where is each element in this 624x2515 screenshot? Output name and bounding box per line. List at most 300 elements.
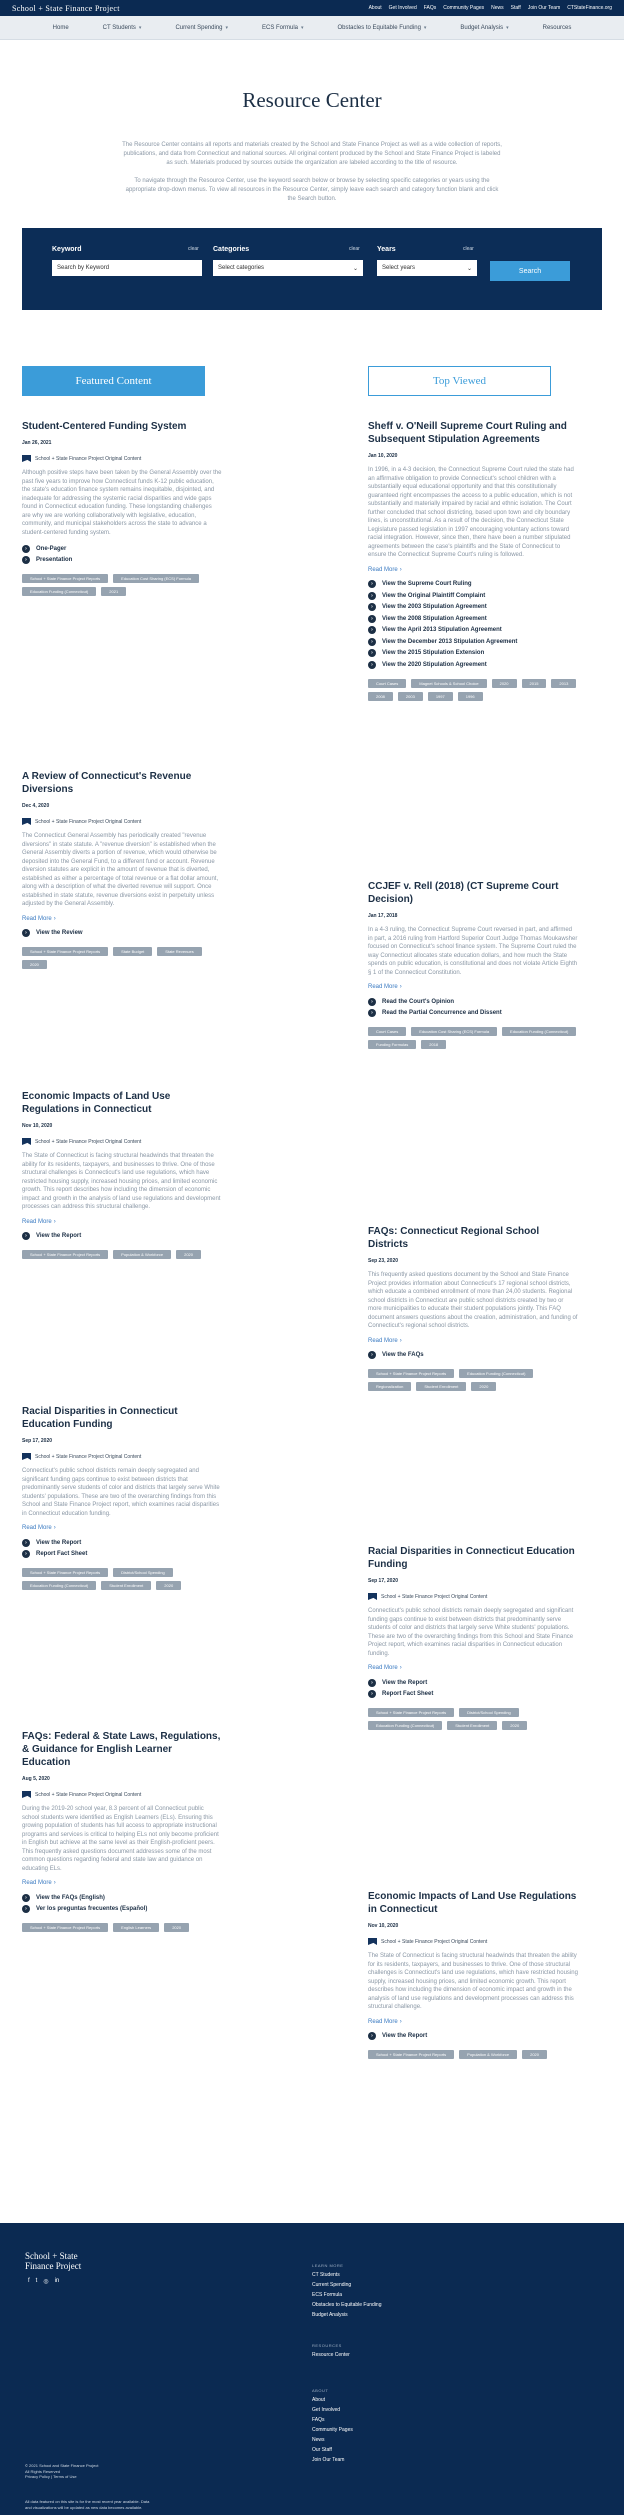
link-label: View the Report	[36, 1539, 82, 1546]
arrow-icon: ›	[368, 1351, 376, 1359]
arrow-icon: ›	[368, 2032, 376, 2040]
resource-link[interactable]	[22, 1892, 222, 1904]
tag[interactable]: 2020	[471, 1382, 496, 1391]
link-label: View the April 2013 Stipulation Agreement	[382, 627, 502, 634]
resource-link[interactable]	[368, 636, 578, 648]
resource-card	[368, 880, 578, 1049]
tag[interactable]: Education Cost Sharing (ECS) Formula	[113, 574, 199, 583]
read-more-link[interactable]	[22, 916, 222, 922]
card-title[interactable]: Economic Impacts of Land Use Regulations in Connecticut	[368, 1891, 577, 1915]
tag[interactable]: Magnet Schools & School Choice	[411, 679, 486, 688]
footer-link[interactable]: Budget Analysis	[312, 2312, 348, 2318]
tag[interactable]: Education Funding (Connecticut)	[502, 1027, 576, 1036]
card-links	[22, 1537, 222, 1560]
resource-link[interactable]	[368, 579, 578, 591]
tag[interactable]: 2020	[522, 2050, 547, 2059]
footer-link[interactable]: FAQs	[312, 2417, 325, 2423]
chevron-down-icon: ▾	[506, 24, 509, 31]
arrow-icon: ›	[368, 615, 376, 623]
nav-label: ECS Formula	[261, 24, 298, 31]
tag[interactable]: School + State Finance Project Reports	[368, 1708, 454, 1717]
link-label: View the 2003 Stipulation Agreement	[382, 604, 487, 611]
footer-link[interactable]: News	[312, 2437, 325, 2443]
link-label: Report Fact Sheet	[36, 1551, 88, 1558]
tag[interactable]: 2003	[398, 692, 423, 701]
footer-brand-line: Finance Project	[25, 2261, 82, 2271]
categories-value: Select categories	[218, 265, 265, 271]
flag-icon	[368, 1593, 377, 1600]
card-title[interactable]: Racial Disparities in Connecticut Education Funding	[368, 1546, 575, 1570]
source-label: School + State Finance Project Original Content	[381, 1593, 488, 1600]
footer-heading: RESOURCES	[312, 2343, 342, 2348]
top-link[interactable]: FAQs	[423, 5, 437, 11]
nav-label: Budget Analysis	[460, 24, 504, 31]
tag[interactable]: District/School Spending	[459, 1708, 519, 1717]
featured-heading: Featured Content	[22, 366, 205, 396]
tag[interactable]: 2008	[368, 692, 393, 701]
card-description: In a 4-3 ruling, the Connecticut Supreme Court reversed in part, and affirmed in part, a 2016 ruling from Hartford Superior Court Judge Thomas Moukawsher focused on Connecticut's school finance system. The Supreme Court ruled the way Connecticut allocates state education dollars, and how much the State spends on public education, is constitutional and does not violate Article Eighth § 1 of the Connecticut Constitution.	[368, 927, 578, 976]
card-links	[22, 1892, 222, 1915]
link-label: View the Original Plaintiff Complaint	[382, 592, 486, 599]
resource-link[interactable]	[368, 613, 578, 625]
card-date: Jan 26, 2021	[22, 440, 52, 446]
chevron-right-icon: ›	[53, 1525, 56, 1531]
footer-link[interactable]: Current Spending	[312, 2282, 352, 2288]
arrow-icon: ›	[22, 545, 30, 553]
card-source	[22, 1453, 222, 1460]
read-more-link[interactable]	[22, 1525, 222, 1531]
years-value: Select years	[382, 265, 416, 271]
footer-link[interactable]: Community Pages	[312, 2427, 353, 2433]
tag[interactable]: State Budget	[113, 947, 152, 956]
resource-link[interactable]	[368, 1677, 578, 1689]
tag[interactable]: English Learners	[113, 1923, 159, 1932]
tag[interactable]: Education Funding (Connecticut)	[459, 1369, 533, 1378]
arrow-icon: ›	[368, 1690, 376, 1698]
card-description: The State of Connecticut is facing structural headwinds that threaten the ability for its residents, taxpayers, and businesses to thrive. One of those structural challenges is Connecticut's land use regulations, which have restricted housing supply, increased housing prices, and limited economic growth. This report describes how including the dimension of economic impact and growth in the analysis of land use regulations and development processes can address this structural challenge.	[368, 1953, 578, 2010]
card-tags	[368, 679, 578, 701]
top-link[interactable]: News	[491, 5, 504, 11]
card-tags	[22, 1923, 222, 1932]
nav-label: Current Spending	[175, 24, 223, 31]
arrow-icon: ›	[368, 649, 376, 657]
link-label: Presentation	[36, 557, 73, 564]
card-description: During the 2019-20 school year, 8.3 percent of all Connecticut public school students were identified as English Learners (ELs). Ensuring this growing population of students has full access to appropriate instructional programs and services is critical to helping ELs not only become proficient in English but achieve at the same level as their English-proficient peers. This frequently asked questions document addresses some of the most common questions regarding federal and state law and guidance on educating ELs.	[22, 1806, 219, 1872]
card-date: Nov 10, 2020	[368, 1923, 399, 1929]
link-label: View the 2015 Stipulation Extension	[382, 650, 485, 657]
years-field	[377, 246, 477, 272]
resource-link[interactable]	[22, 1231, 222, 1243]
resource-link[interactable]	[368, 625, 578, 637]
card-description: Connecticut's public school districts remain deeply segregated and significant funding gaps continue to exist between districts that predominantly serve students of color and districts that largely serve White students' populations. These are two of the overarching findings from this School and State Finance Project report, which examines racial disparities in Connecticut education funding.	[368, 1608, 574, 1657]
card-date: Nov 10, 2020	[22, 1123, 53, 1129]
arrow-icon: ›	[368, 1679, 376, 1687]
read-more-link[interactable]	[368, 2019, 578, 2025]
categories-label: Categories	[213, 246, 250, 253]
clear-categories-link[interactable]: clear	[349, 246, 360, 252]
copyright-line: © 2021 School and State Finance Project	[25, 2463, 99, 2468]
read-more-link[interactable]	[22, 1219, 222, 1225]
tag[interactable]: 1997	[428, 692, 453, 701]
top-viewed-heading: Top Viewed	[368, 366, 551, 396]
read-more-label: Read More	[368, 1337, 398, 1344]
link-label: View the Review	[36, 930, 83, 937]
arrow-icon: ›	[22, 1539, 30, 1547]
chevron-right-icon: ›	[53, 1218, 56, 1225]
tag[interactable]: 2020	[164, 1923, 189, 1932]
categories-field	[213, 246, 363, 272]
card-description: The State of Connecticut is facing structural headwinds that threaten the ability for its residents, taxpayers, and businesses to thrive. One of those structural challenges is Connecticut's land use regulations, which have restricted housing supply, increased housing prices, and limited economic growth. This report describes how including the dimension of economic impact and growth in the analysis of land use regulations and development processes can address this structural challenge.	[22, 1153, 221, 1210]
keyword-field	[52, 246, 202, 271]
footer-link[interactable]: CT Students	[312, 2272, 340, 2278]
tag[interactable]: Funding Formulas	[368, 1040, 416, 1049]
tag[interactable]: 2020	[156, 1581, 181, 1590]
tag[interactable]: 2021	[101, 587, 126, 596]
card-title[interactable]: Racial Disparities in Connecticut Education Funding	[22, 1406, 178, 1430]
card-description: Although positive steps have been taken by the General Assembly over the past five years to improve how Connecticut funds K-12 public education, the state's education finance system remains inequitable, disjointed, and inadequate for addressing the systemic racial disparities and wide gaps found in Connecticut education funding. These longstanding challenges are why we are working collaboratively with legislative, education, community, and municipal stakeholders across the state to advance a student-centered funding system.	[22, 470, 222, 536]
card-description: This frequently asked questions document by the School and State Finance Project provides information about Connecticut's 17 regional school districts, which educate a combined enrollment of more than 24,00 students. Regional school districts in Connecticut are public school districts created by two or more municipalities to educate their student populations jointly. This FAQ document answers questions about the creation, administration, and funding of Connecticut's regional school districts.	[368, 1272, 578, 1329]
tag[interactable]: Student Enrollment	[416, 1382, 466, 1391]
arrow-icon: ›	[368, 638, 376, 646]
footer-brand-line: School + State	[25, 2251, 78, 2261]
policy-links[interactable]: Privacy Policy | Terms of Use	[25, 2474, 77, 2479]
read-more-label: Read More	[22, 1880, 52, 1886]
chevron-right-icon: ›	[53, 1880, 56, 1886]
link-label: View the FAQs	[382, 1352, 424, 1359]
link-label: View the Report	[382, 1679, 428, 1686]
resource-link[interactable]	[22, 555, 222, 567]
nav-label: CT Students	[102, 24, 136, 31]
tag[interactable]: Court Cases	[368, 679, 406, 688]
nav-item-current-spending[interactable]	[175, 25, 228, 31]
tag[interactable]: 2018	[421, 1040, 446, 1049]
tag[interactable]: 2020	[502, 1721, 527, 1730]
tag[interactable]: District/School Spending	[113, 1568, 173, 1577]
nav-item-resources[interactable]	[543, 25, 572, 31]
tag[interactable]: School + State Finance Project Reports	[368, 1369, 454, 1378]
card-date: Jan 17, 2018	[368, 913, 398, 919]
tag[interactable]: 2020	[22, 960, 47, 969]
card-source	[368, 1938, 578, 1945]
resource-link[interactable]	[22, 1904, 222, 1916]
flag-icon	[368, 1938, 377, 1945]
intro-text	[122, 141, 502, 204]
source-label: School + State Finance Project Original Content	[381, 1938, 488, 1945]
arrow-icon: ›	[368, 592, 376, 600]
resource-link[interactable]	[368, 602, 578, 614]
arrow-icon: ›	[368, 580, 376, 588]
footer	[0, 2223, 624, 2515]
footer-heading: ABOUT	[312, 2388, 329, 2393]
chevron-down-icon: ⌄	[466, 265, 472, 272]
tag[interactable]: Population & Workforce	[113, 1250, 171, 1259]
read-more-label: Read More	[368, 2018, 398, 2025]
card-date: Aug 5, 2020	[22, 1776, 50, 1782]
top-link[interactable]: Community Pages	[443, 5, 485, 11]
tag[interactable]: School + State Finance Project Reports	[22, 1568, 108, 1577]
link-label: Report Fact Sheet	[382, 1691, 434, 1698]
top-link[interactable]: CTStateFinance.org	[567, 5, 612, 11]
tag[interactable]: 1996	[458, 692, 483, 701]
keyword-input[interactable]: Search by Keyword	[52, 260, 202, 276]
footer-link[interactable]: Obstacles to Equitable Funding	[312, 2302, 382, 2308]
footer-link[interactable]: ECS Formula	[312, 2292, 343, 2298]
categories-select[interactable]	[213, 260, 363, 276]
card-title[interactable]: FAQs: Connecticut Regional School Districts	[368, 1226, 540, 1250]
link-label: View the FAQs (English)	[36, 1894, 105, 1901]
tag[interactable]: School + State Finance Project Reports	[368, 2050, 454, 2059]
link-label: Read the Partial Concurrence and Dissent	[382, 1010, 502, 1017]
top-link[interactable]: Join Our Team	[527, 5, 561, 11]
resource-link[interactable]	[368, 1008, 578, 1020]
top-links	[369, 5, 612, 11]
chevron-down-icon: ▾	[423, 24, 427, 31]
card-tags	[368, 2050, 578, 2059]
card-source	[22, 455, 222, 462]
card-date: Sep 17, 2020	[22, 1438, 53, 1444]
arrow-icon: ›	[368, 1009, 376, 1017]
source-label: School + State Finance Project Original Content	[35, 1791, 142, 1798]
link-label: View the 2008 Stipulation Agreement	[382, 615, 487, 622]
link-label: One-Pager	[36, 545, 67, 552]
arrow-icon: ›	[368, 998, 376, 1006]
footer-logo[interactable]	[25, 2251, 81, 2271]
arrow-icon: ›	[368, 626, 376, 634]
card-tags	[368, 1369, 578, 1391]
arrow-icon: ›	[22, 929, 30, 937]
tag[interactable]: Education Funding (Connecticut)	[22, 587, 96, 596]
card-tags	[22, 1568, 222, 1590]
read-more-link[interactable]	[368, 984, 578, 990]
link-label: View the Report	[382, 2033, 428, 2040]
resource-link[interactable]	[368, 659, 578, 671]
tag[interactable]: School + State Finance Project Reports	[22, 1250, 108, 1259]
card-title[interactable]: Sheff v. O'Neill Supreme Court Ruling and Subsequent Stipulation Agreements	[368, 421, 567, 445]
chevron-down-icon: ▾	[301, 24, 304, 31]
resource-link[interactable]	[368, 1350, 578, 1362]
arrow-icon: ›	[22, 1894, 30, 1902]
chevron-down-icon: ▾	[138, 24, 142, 31]
link-label: View the Supreme Court Ruling	[382, 581, 472, 588]
card-title[interactable]: Student-Centered Funding System	[22, 421, 187, 432]
tag[interactable]: Regionalization	[368, 1382, 411, 1391]
top-link[interactable]: Get Involved	[388, 5, 417, 11]
resource-link[interactable]	[368, 2031, 578, 2043]
nav-item-obstacles[interactable]	[338, 25, 427, 31]
tag[interactable]: Education Funding (Connecticut)	[22, 1581, 96, 1590]
card-links	[22, 543, 222, 566]
resource-link[interactable]	[22, 1537, 222, 1549]
arrow-icon: ›	[22, 1550, 30, 1558]
tag[interactable]: Court Cases	[368, 1027, 406, 1036]
card-links	[368, 996, 578, 1019]
flag-icon	[22, 1791, 31, 1798]
facebook-icon[interactable]: f	[28, 2278, 30, 2284]
top-bar	[0, 0, 624, 16]
search-button[interactable]: Search	[490, 261, 570, 281]
tag[interactable]: Population & Workforce	[459, 2050, 517, 2059]
tag[interactable]: 2013	[551, 679, 576, 688]
resource-card	[368, 1890, 578, 2059]
resource-link[interactable]	[368, 1689, 578, 1701]
resource-link[interactable]	[22, 1549, 222, 1561]
card-title[interactable]: CCJEF v. Rell (2018) (CT Supreme Court Decision)	[368, 881, 559, 905]
resource-card	[22, 1090, 222, 1259]
tag[interactable]: 2020	[176, 1250, 201, 1259]
resource-link[interactable]	[22, 928, 222, 940]
arrow-icon: ›	[22, 1905, 30, 1913]
chevron-right-icon: ›	[53, 915, 56, 922]
instagram-icon[interactable]: ◎	[43, 2279, 49, 2285]
tag[interactable]: Student Enrollment	[447, 1721, 497, 1730]
tag[interactable]: Education Funding (Connecticut)	[368, 1721, 442, 1730]
read-more-label: Read More	[368, 1665, 398, 1671]
card-description: Connecticut's public school districts remain deeply segregated and significant funding gaps continue to exist between districts that predominantly serve students of color and districts that largely serve White students' populations. These are two of the overarching findings from this School and State Finance Project report, which examines racial disparities in Connecticut education funding.	[22, 1468, 220, 1517]
card-tags	[22, 1250, 222, 1259]
arrow-icon: ›	[368, 661, 376, 669]
read-more-link[interactable]	[368, 1665, 578, 1671]
brand-logo[interactable]: School + State Finance Project	[12, 3, 120, 13]
flag-icon	[22, 818, 31, 825]
resource-card	[368, 420, 578, 701]
chevron-right-icon: ›	[399, 984, 402, 990]
card-title[interactable]: FAQs: Federal & State Laws, Regulations, & Guidance for English Learner Education	[22, 1731, 221, 1768]
footer-link[interactable]: Resource Center	[312, 2352, 350, 2358]
years-select[interactable]	[377, 260, 477, 276]
footer-link[interactable]: About	[312, 2397, 326, 2403]
resource-link[interactable]	[368, 996, 578, 1008]
resource-card	[22, 420, 222, 596]
tag[interactable]: School + State Finance Project Reports	[22, 1923, 108, 1932]
chevron-right-icon: ›	[399, 2018, 402, 2025]
link-label: View the 2020 Stipulation Agreement	[382, 661, 487, 668]
chevron-down-icon: ⌄	[352, 265, 358, 272]
data-disclaimer: All data featured on this site is for the most recent year available. Data and visualizations will be updated as new data becomes available.	[25, 2499, 150, 2510]
social-links	[28, 2278, 59, 2285]
clear-years-link[interactable]: clear	[463, 246, 474, 252]
clear-keyword-link[interactable]: clear	[188, 246, 199, 252]
read-more-label: Read More	[22, 915, 52, 922]
link-label: Read the Court's Opinion	[382, 998, 455, 1005]
arrow-icon: ›	[22, 1232, 30, 1240]
nav-item-home[interactable]	[53, 25, 69, 31]
resource-link[interactable]	[368, 648, 578, 660]
read-more-link[interactable]	[368, 1338, 578, 1344]
card-tags	[22, 947, 222, 969]
tag[interactable]: 2020	[492, 679, 517, 688]
card-links	[368, 1677, 578, 1700]
link-label: Ver los preguntas frecuentes (Español)	[36, 1906, 148, 1913]
card-source	[368, 1593, 578, 1600]
twitter-icon[interactable]: t	[35, 2278, 38, 2284]
nav-item-ct-students[interactable]	[103, 25, 142, 31]
nav-label: Home	[52, 24, 69, 31]
source-label: School + State Finance Project Original Content	[35, 455, 142, 462]
top-link[interactable]: About	[368, 5, 382, 11]
chevron-right-icon: ›	[399, 1665, 402, 1671]
card-description: The Connecticut General Assembly has periodically created "revenue diversions" in state statute. A "revenue diversion" is established when the General Assembly diverts a portion of revenue, which would otherwise be deposited into the General Fund, to a different fund or account. Revenue diversion statutes are explicit in the amount of revenue that is diverted, established as either a percentage of total revenue or a flat dollar amount, along with a description of what the diverted revenue will support. Once established in state statute, revenue diversions exist in perpetuity unless adjusted by the General Assembly.	[22, 833, 219, 907]
read-more-label: Read More	[22, 1218, 52, 1225]
resource-card	[22, 1405, 222, 1590]
chevron-down-icon: ▾	[225, 24, 228, 31]
tag[interactable]: School + State Finance Project Reports	[22, 947, 108, 956]
read-more-label: Read More	[368, 984, 398, 990]
card-date: Sep 17, 2020	[368, 1578, 399, 1584]
card-links	[368, 2031, 578, 2043]
card-tags	[368, 1027, 578, 1049]
footer-link[interactable]: Get Involved	[312, 2407, 341, 2413]
resource-card	[368, 1545, 578, 1730]
nav-label: Resources	[542, 24, 572, 31]
top-link[interactable]: Staff	[510, 5, 521, 11]
source-label: School + State Finance Project Original Content	[35, 1138, 142, 1145]
chevron-right-icon: ›	[399, 1337, 402, 1344]
tag[interactable]: State Revenues	[157, 947, 201, 956]
card-links	[22, 928, 222, 940]
footer-heading: LEARN MORE	[312, 2263, 344, 2268]
resource-link[interactable]	[368, 590, 578, 602]
chevron-right-icon: ›	[399, 566, 402, 573]
link-label: View the December 2013 Stipulation Agreement	[382, 638, 518, 645]
card-links	[368, 579, 578, 671]
keyword-label: Keyword	[52, 246, 82, 253]
source-label: School + State Finance Project Original Content	[35, 1453, 142, 1460]
arrow-icon: ›	[22, 556, 30, 564]
card-title[interactable]: A Review of Connecticut's Revenue Diversions	[22, 771, 192, 795]
footer-link[interactable]: Join Our Team	[312, 2457, 345, 2463]
resource-card	[368, 1225, 578, 1391]
read-more-label: Read More	[22, 1525, 52, 1531]
tag[interactable]: Education Cost Sharing (ECS) Formula	[411, 1027, 497, 1036]
card-links	[22, 1231, 222, 1243]
read-more-link[interactable]	[368, 567, 578, 573]
resource-link[interactable]	[22, 543, 222, 555]
flag-icon	[22, 455, 31, 462]
card-title[interactable]: Economic Impacts of Land Use Regulations in Connecticut	[22, 1091, 171, 1115]
card-tags	[368, 1708, 578, 1730]
years-label: Years	[377, 246, 396, 253]
card-source	[22, 1138, 222, 1145]
linkedin-icon[interactable]: in	[54, 2278, 60, 2284]
card-date: Jan 10, 2020	[368, 453, 398, 459]
nav-item-ecs-formula[interactable]	[262, 25, 304, 31]
footer-link[interactable]: Our Staff	[312, 2447, 332, 2453]
main-nav	[0, 16, 624, 40]
card-date: Sep 23, 2020	[368, 1258, 399, 1264]
card-source	[22, 1791, 222, 1798]
intro-paragraph: The Resource Center contains all reports and materials created by the School and State Finance Project as well as a wide collection of reports, publications, and data from Connecticut and national sources. All original content produced by the School and State Finance Project is labeled as such. Materials produced by sources outside the organization are labeled according to the title of resource.	[122, 142, 502, 166]
resource-card	[22, 770, 222, 969]
tag[interactable]: 2015	[522, 679, 547, 688]
intro-paragraph: To navigate through the Resource Center, use the keyword search below or browse by selecting specific categories or years using the appropriate drop-down menus. To view all resources in the Resource Center, simply leave each search and category function blank and click the Search button.	[125, 178, 499, 202]
card-source	[22, 818, 222, 825]
nav-item-budget-analysis[interactable]	[460, 25, 508, 31]
nav-label: Obstacles to Equitable Funding	[337, 24, 421, 31]
card-date: Dec 4, 2020	[22, 803, 50, 809]
arrow-icon: ›	[368, 603, 376, 611]
tag[interactable]: Student Enrollment	[101, 1581, 151, 1590]
search-panel	[22, 228, 602, 310]
read-more-link[interactable]	[22, 1880, 222, 1886]
hero	[0, 40, 624, 204]
footer-resources	[312, 2343, 350, 2358]
copyright	[25, 2463, 98, 2480]
resource-card	[22, 1730, 222, 1932]
tag[interactable]: School + State Finance Project Reports	[22, 574, 108, 583]
card-links	[368, 1350, 578, 1362]
card-tags	[22, 574, 222, 596]
flag-icon	[22, 1138, 31, 1145]
